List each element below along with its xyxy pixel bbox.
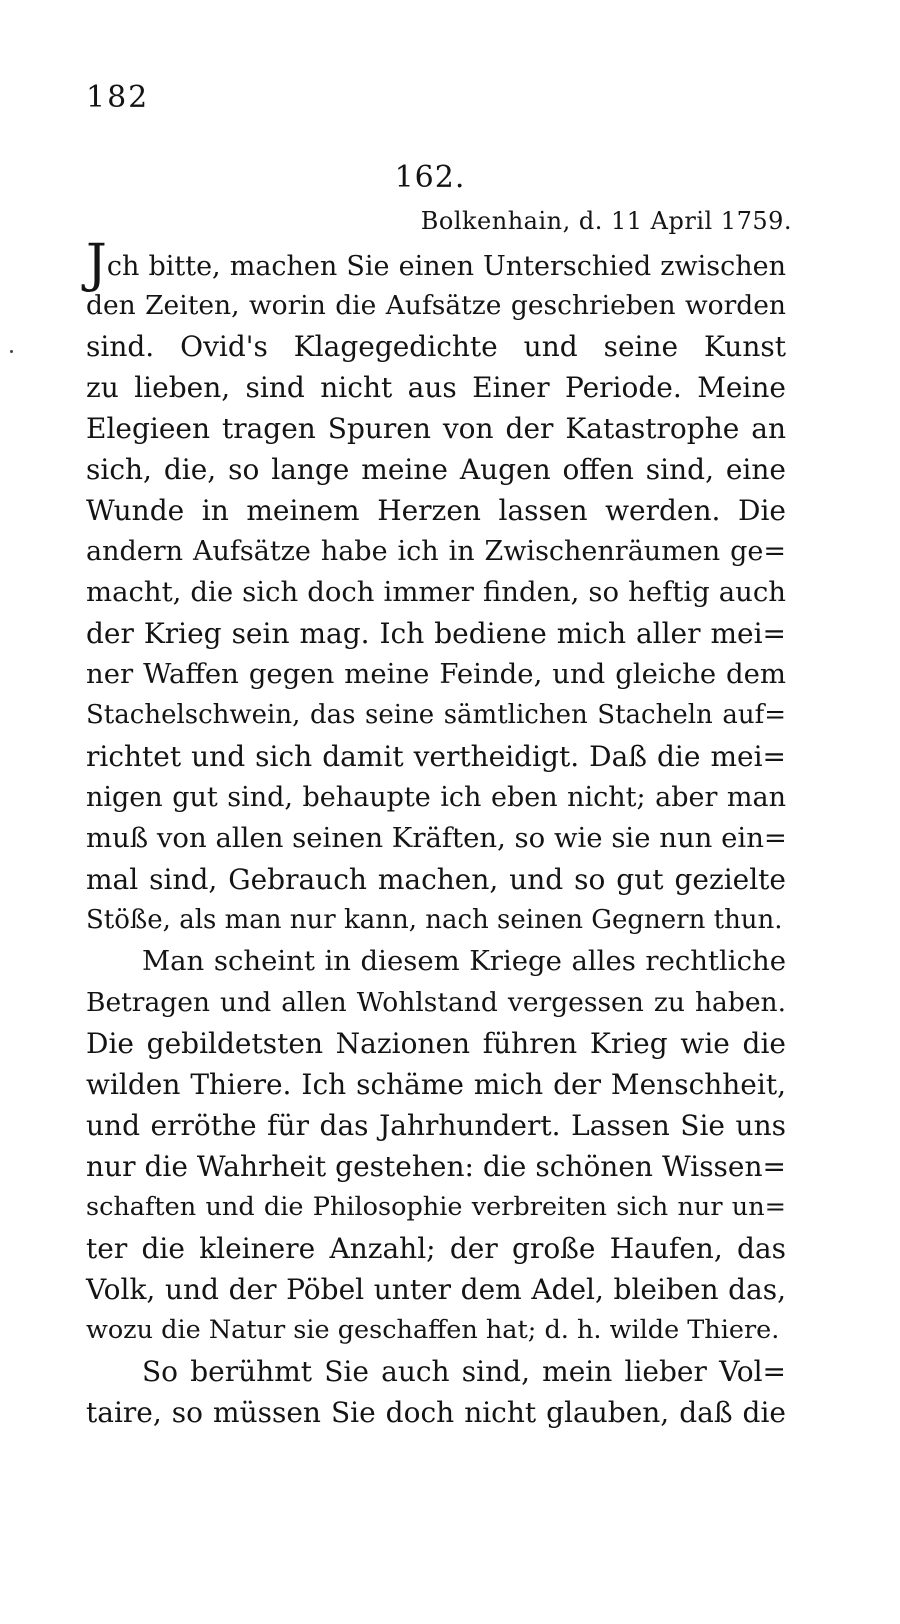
text-line: mal sind, Gebrauch machen, und so gut gezielte bbox=[86, 863, 786, 896]
text-line: schaften und die Philosophie verbreiten sich nur un= bbox=[86, 1192, 786, 1222]
text-line: ter die kleinere Anzahl; der große Haufen, das bbox=[86, 1232, 786, 1265]
text-line: der Krieg sein mag. Ich bediene mich aller mei= bbox=[86, 617, 786, 650]
text-line: wilden Thiere. Ich schäme mich der Menschheit, bbox=[86, 1068, 786, 1101]
paragraph-start-line: So berühmt Sie auch sind, mein lieber Vol= bbox=[142, 1355, 786, 1388]
text-line-1-rest: ch bitte, machen Sie einen Unterschied zwischen bbox=[106, 251, 786, 282]
paragraph-end-line: Stöße, als man nur kann, nach seinen Gegnern thun. bbox=[86, 905, 783, 935]
text-line: macht, die sich doch immer finden, so heftig auch bbox=[86, 576, 786, 608]
text-line: und erröthe für das Jahrhundert. Lassen Sie uns bbox=[86, 1109, 786, 1142]
letter-body bbox=[86, 234, 787, 1433]
text-line: taire, so müssen Sie doch nicht glauben, daß die bbox=[86, 1396, 786, 1429]
text-line: Volk, und der Pöbel unter dem Adel, bleiben das, bbox=[86, 1273, 786, 1306]
text-line: Die gebildetsten Nazionen führen Krieg wie die bbox=[86, 1027, 786, 1060]
text-line: andern Aufsätze habe ich in Zwischenräumen ge= bbox=[86, 536, 786, 567]
paragraph-start-line: Man scheint in diesem Kriege alles rechtliche bbox=[142, 945, 786, 977]
margin-speck bbox=[10, 350, 13, 353]
text-line: Wunde in meinem Herzen lassen werden. Die bbox=[86, 494, 786, 527]
text-line: ner Waffen gegen meine Feinde, und gleiche dem bbox=[86, 658, 786, 690]
text-line: sind. Ovid's Klagegedichte und seine Kunst bbox=[86, 330, 786, 363]
page-number: 182 bbox=[86, 80, 150, 115]
text-line: richtet und sich damit vertheidigt. Daß die mei= bbox=[86, 740, 786, 773]
dateline: Bolkenhain, d. 11 April 1759. bbox=[420, 207, 792, 235]
text-line: Elegieen tragen Spuren von der Katastrophe an bbox=[86, 412, 786, 445]
text-line: nigen gut sind, behaupte ich eben nicht; aber man bbox=[86, 782, 786, 813]
text-line-1 bbox=[86, 234, 786, 294]
text-line: Betragen und allen Wohlstand vergessen zu haben. bbox=[86, 987, 786, 1018]
text-line: den Zeiten, worin die Aufsätze geschrieben worden bbox=[86, 290, 786, 321]
letter-number: 162. bbox=[394, 160, 466, 195]
drop-cap: J bbox=[86, 234, 107, 294]
text-line: sich, die, so lange meine Augen offen sind, eine bbox=[86, 453, 786, 486]
text-line: Stachelschwein, das seine sämtlichen Stacheln auf= bbox=[86, 700, 786, 730]
text-line: zu lieben, sind nicht aus Einer Periode. Meine bbox=[86, 371, 786, 404]
paragraph-end-line: wozu die Natur sie geschaffen hat; d. h. wilde Thiere. bbox=[86, 1315, 780, 1345]
text-line: nur die Wahrheit gestehen: die schönen Wissen= bbox=[86, 1150, 786, 1183]
text-line: muß von allen seinen Kräften, so wie sie nun ein= bbox=[86, 822, 787, 854]
